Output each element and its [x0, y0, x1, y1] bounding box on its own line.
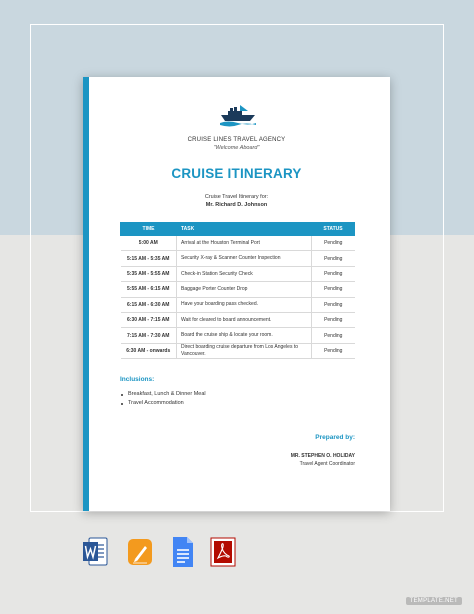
header-time: TIME — [121, 223, 177, 236]
row-status: Pending — [312, 266, 355, 281]
row-task: Baggage Porter Counter Drop — [177, 282, 312, 297]
table-row — [121, 343, 355, 358]
header-task: TASK — [177, 223, 312, 236]
table-row — [121, 297, 355, 312]
row-status: Pending — [312, 251, 355, 266]
row-time: 5:55 AM - 6:15 AM — [121, 282, 177, 297]
row-time: 6:15 AM - 6:30 AM — [121, 297, 177, 312]
table-row — [121, 236, 355, 251]
watermark: TEMPLATE.NET — [406, 597, 463, 605]
table-row — [121, 312, 355, 327]
google-docs-icon[interactable] — [170, 536, 196, 568]
row-status: Pending — [312, 328, 355, 343]
row-time: 5:35 AM - 5:55 AM — [121, 266, 177, 281]
row-time: 6:30 AM - 7:15 AM — [121, 312, 177, 327]
row-status: Pending — [312, 297, 355, 312]
row-time: 7:15 AM - 7:30 AM — [121, 328, 177, 343]
row-status: Pending — [312, 236, 355, 251]
row-time: 6:30 AM - onwards — [121, 343, 177, 358]
inclusions-heading: Inclusions: — [120, 376, 155, 383]
table-row — [121, 328, 355, 343]
list-item: Travel Accommodation — [120, 399, 206, 408]
header-status: STATUS — [312, 223, 355, 236]
pages-icon[interactable] — [127, 536, 153, 568]
document-title: CRUISE ITINERARY — [171, 166, 302, 181]
table-row — [121, 282, 355, 297]
row-task: Direct boarding cruise departure from Los Angeles to Vancouver. — [177, 343, 312, 358]
inclusions-list — [120, 390, 206, 408]
table-row — [121, 251, 355, 266]
preparer-title: Travel Agent Coordinator — [299, 461, 355, 467]
itinerary-for-label: Cruise Travel Itinerary for: — [204, 194, 269, 200]
row-task: Have your boarding pass checked. — [177, 297, 312, 312]
list-item: Breakfast, Lunch & Dinner Meal — [120, 390, 206, 399]
row-task: Arrival at the Houston Terminal Port — [177, 236, 312, 251]
row-status: Pending — [312, 343, 355, 358]
row-task: Check-in Station Security Check — [177, 266, 312, 281]
cruise-ship-logo — [218, 103, 258, 129]
itinerary-table — [120, 222, 355, 359]
agency-tagline: "Welcome Aboard" — [213, 145, 260, 151]
row-time: 5:15 AM - 5:35 AM — [121, 251, 177, 266]
table-header-row — [121, 223, 355, 236]
prepared-by-heading: Prepared by: — [315, 434, 355, 441]
agency-name: CRUISE LINES TRAVEL AGENCY — [187, 137, 286, 143]
row-time: 5:00 AM — [121, 236, 177, 251]
row-status: Pending — [312, 282, 355, 297]
row-task: Security X-ray & Scanner Counter Inspection — [177, 251, 312, 266]
table-row — [121, 266, 355, 281]
pdf-icon[interactable] — [210, 536, 236, 568]
itinerary-document — [83, 77, 390, 511]
row-task: Board the cruise ship & locate your room. — [177, 328, 312, 343]
row-task: Wait for cleared to board announcement. — [177, 312, 312, 327]
row-status: Pending — [312, 312, 355, 327]
preparer-name: MR. STEPHEN O. HOLIDAY — [290, 453, 355, 459]
traveler-name: Mr. Richard D. Johnson — [205, 202, 268, 208]
word-icon[interactable] — [82, 536, 108, 568]
